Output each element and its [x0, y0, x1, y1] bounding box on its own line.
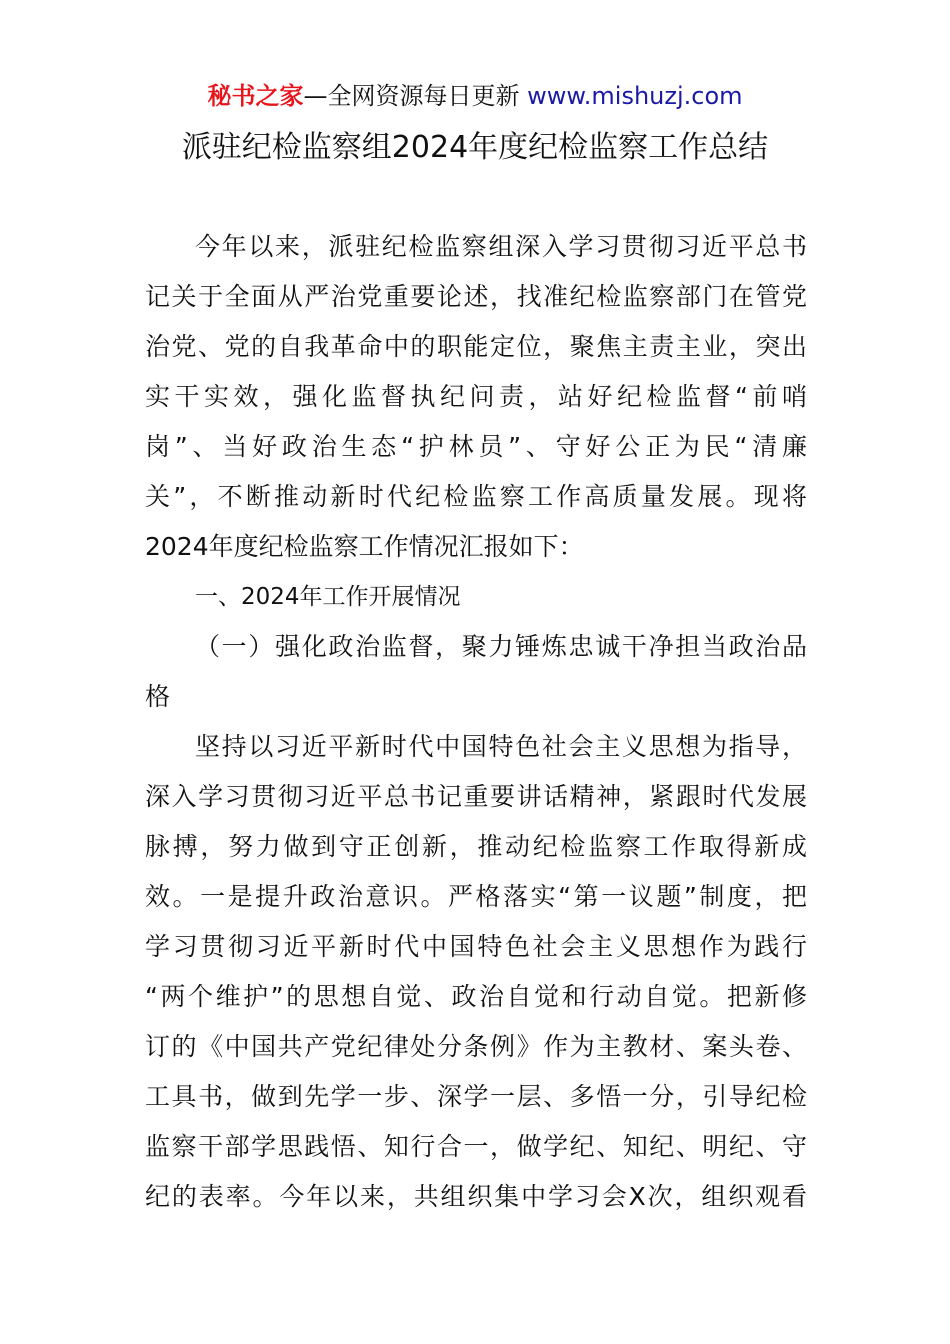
document-title: 派驻纪检监察组2024年度纪检监察工作总结: [181, 130, 769, 165]
text-line: 岗”、当好政治生态“护林员”、守好公正为民“清廉: [145, 432, 807, 461]
text-line: 监察干部学思践悟、知行合一，做学纪、知纪、明纪、守: [145, 1132, 807, 1161]
text-line: 纪的表率。今年以来，共组织集中学习会X次，组织观看: [145, 1182, 807, 1211]
text-line: “两个维护”的思想自觉、政治自觉和行动自觉。把新修: [145, 982, 807, 1011]
banner-brand: 秘书之家: [207, 82, 304, 110]
document-body: [145, 222, 807, 1222]
site-banner: [0, 80, 950, 112]
heading-line: 一、2024年工作开展情况: [195, 584, 461, 610]
paragraph-intro: [145, 222, 807, 572]
paragraph-political-supervision: [145, 722, 807, 1222]
text-line: 治党、党的自我革命中的职能定位，聚焦主责主业，突出: [145, 332, 807, 361]
section-heading-1: [145, 572, 807, 622]
text-line: 学习贯彻习近平新时代中国特色社会主义思想作为践行: [145, 932, 807, 961]
heading-line: （一）强化政治监督，聚力锤炼忠诚干净担当政治品: [195, 632, 807, 661]
text-line: 深入学习贯彻习近平总书记重要讲话精神，紧跟时代发展: [145, 782, 807, 811]
text-line: 今年以来，派驻纪检监察组深入学习贯彻习近平总书: [195, 232, 807, 261]
text-line: 记关于全面从严治党重要论述，找准纪检监察部门在管党: [145, 282, 807, 311]
banner-url-link[interactable]: www.mishuzj.com: [527, 82, 743, 110]
text-line: 订的《中国共产党纪律处分条例》作为主教材、案头卷、: [145, 1032, 807, 1061]
section-heading-2: [145, 622, 807, 722]
text-line: 脉搏，努力做到守正创新，推动纪检监察工作取得新成: [145, 832, 807, 861]
text-line: 工具书，做到先学一步、深学一层、多悟一分，引导纪检: [145, 1082, 807, 1111]
heading-line: 格: [145, 682, 171, 711]
text-line: 关”，不断推动新时代纪检监察工作高质量发展。现将: [145, 482, 807, 511]
text-line: 实干实效，强化监督执纪问责，站好纪检监督“前哨: [145, 382, 807, 411]
text-line: 坚持以习近平新时代中国特色社会主义思想为指导，: [195, 732, 807, 761]
text-line: 2024年度纪检监察工作情况汇报如下：: [145, 532, 584, 561]
banner-tagline: —全网资源每日更新: [303, 82, 528, 110]
text-line: 效。一是提升政治意识。严格落实“第一议题”制度，把: [145, 882, 807, 911]
